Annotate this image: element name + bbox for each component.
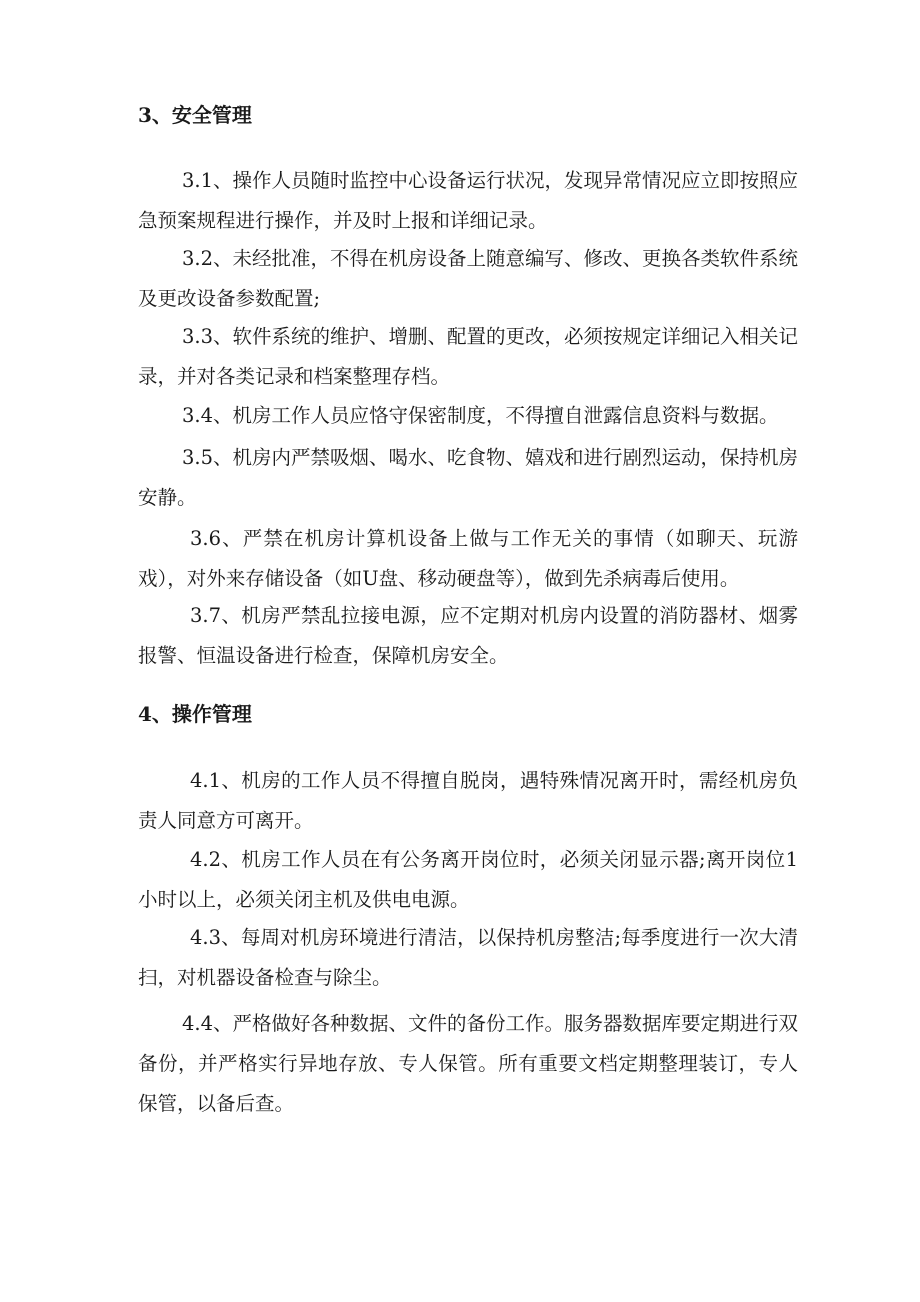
paragraph-3-6: 3.6、严禁在机房计算机设备上做与工作无关的事情（如聊天、玩游戏），对外来存储设备（如U盘、移动硬盘等），做到先杀病毒后使用。 <box>138 527 798 590</box>
paragraph-4-3: 4.3、每周对机房环境进行清洁，以保持机房整洁;每季度进行一次大清扫，对机器设备检查与除尘。 <box>138 926 798 989</box>
paragraph-3-5: 3.5、机房内严禁吸烟、喝水、吃食物、嬉戏和进行剧烈运动，保持机房安静。 <box>138 446 799 509</box>
paragraph-3-4: 3.4、机房工作人员应恪守保密制度，不得擅自泄露信息资料与数据。 <box>182 404 779 427</box>
paragraph-3-7: 3.7、机房严禁乱拉接电源，应不定期对机房内设置的消防器材、烟雾报警、恒温设备进行检查，保障机房安全。 <box>138 604 798 667</box>
paragraph-3-2: 3.2、未经批准，不得在机房设备上随意编写、修改、更换各类软件系统及更改设备参数配置; <box>138 247 799 310</box>
section-heading-safety: 3、安全管理 <box>138 103 252 127</box>
paragraph-3-3: 3.3、软件系统的维护、增删、配置的更改，必须按规定详细记入相关记录，并对各类记录和档案整理存档。 <box>138 325 799 388</box>
section-heading-operation: 4、操作管理 <box>138 702 252 726</box>
paragraph-4-4: 4.4、严格做好各种数据、文件的备份工作。服务器数据库要定期进行双备份，并严格实行异地存放、专人保管。所有重要文档定期整理装订，专人保管，以备后查。 <box>138 1012 799 1115</box>
paragraph-3-1: 3.1、操作人员随时监控中心设备运行状况，发现异常情况应立即按照应急预案规程进行操作，并及时上报和详细记录。 <box>138 169 799 232</box>
paragraph-4-1: 4.1、机房的工作人员不得擅自脱岗，遇特殊情况离开时，需经机房负责人同意方可离开。 <box>138 769 798 832</box>
paragraph-4-2: 4.2、机房工作人员在有公务离开岗位时，必须关闭显示器;离开岗位1小时以上，必须关闭主机及供电电源。 <box>138 848 798 911</box>
